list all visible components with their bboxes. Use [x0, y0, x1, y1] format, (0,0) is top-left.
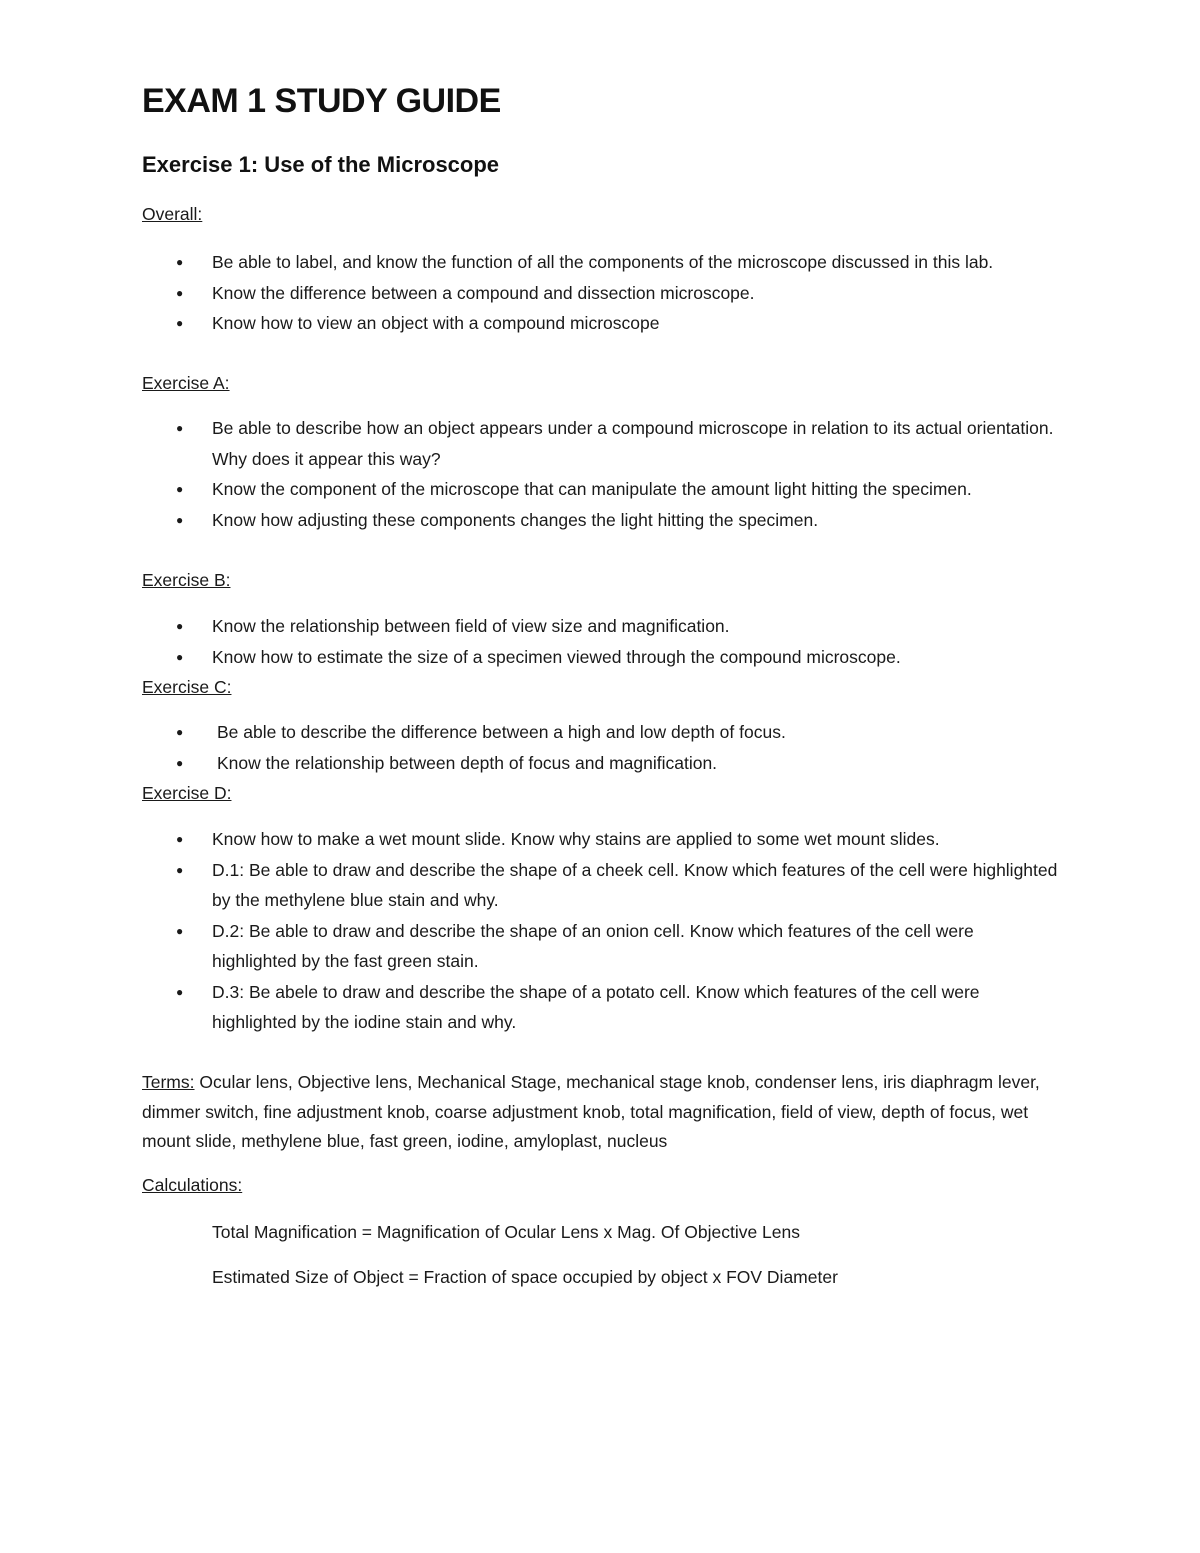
bullet-icon: ● — [176, 832, 184, 846]
list-item: ● Know how to make a wet mount slide. Know why stains are applied to some wet mount slides. — [142, 824, 1062, 855]
bullet-list-exercise-d — [142, 824, 1062, 1038]
bullet-icon: ● — [176, 725, 184, 739]
section-heading-exercise-b: Exercise B: — [142, 570, 231, 590]
section-heading-exercise-c: Exercise C: — [142, 677, 232, 697]
list-item: ● Know the relationship between depth of focus and magnification. — [142, 748, 1062, 779]
bullet-list-exercise-a — [142, 413, 1062, 535]
page-title: EXAM 1 STUDY GUIDE — [142, 82, 501, 120]
bullet-icon: ● — [176, 862, 184, 877]
terms-text: Ocular lens, Objective lens, Mechanical Stage, mechanical stage knob, condenser lens, iris diaphragm lever, dimmer switch, fine adjustment knob, coarse adjustment knob, total magnification, field of view, depth of focus, wet mount slide, methylene blue, fast green, iodine, amyloplast, nucleus — [142, 1072, 1040, 1151]
calculations-heading: Calculations: — [142, 1175, 243, 1195]
list-item: ● Know how to estimate the size of a specimen viewed through the compound microscope. — [142, 642, 1062, 673]
terms-label: Terms: — [142, 1072, 195, 1092]
list-item: ● Know how to view an object with a compound microscope — [142, 308, 1062, 339]
section-heading-overall: Overall: — [142, 204, 203, 224]
bullet-icon: ● — [176, 755, 184, 770]
list-item: ● Know the component of the microscope that can manipulate the amount light hitting the specimen. — [142, 474, 1062, 505]
bullet-list-overall — [142, 247, 1062, 339]
bullet-list-exercise-b — [142, 611, 1062, 672]
bullet-icon: ● — [176, 421, 184, 435]
formula-total-magnification: Total Magnification = Magnification of Ocular Lens x Mag. Of Objective Lens — [212, 1222, 801, 1242]
bullet-icon: ● — [176, 285, 184, 300]
section-heading-exercise-d: Exercise D: — [142, 783, 232, 803]
section-heading-exercise-a: Exercise A: — [142, 373, 230, 393]
terms-paragraph — [142, 1068, 1042, 1157]
bullet-icon: ● — [176, 255, 184, 269]
list-item: ● D.2: Be able to draw and describe the shape of an onion cell. Know which features of the cell were highlighted by the fast green stain. — [142, 916, 1062, 977]
bullet-list-exercise-c — [142, 717, 1062, 778]
exercise-subtitle: Exercise 1: Use of the Microscope — [142, 152, 500, 177]
list-item: ● Be able to describe how an object appears under a compound microscope in relation to its actual orientation. Why does it appear this way? — [142, 413, 1062, 474]
list-item: ● Know how adjusting these components changes the light hitting the specimen. — [142, 505, 1062, 536]
list-item: ● Be able to describe the difference between a high and low depth of focus. — [142, 717, 1062, 748]
list-item: ● Know the relationship between field of view size and magnification. — [142, 611, 1062, 642]
bullet-icon: ● — [176, 316, 184, 330]
bullet-icon: ● — [176, 923, 184, 938]
list-item: ● D.1: Be able to draw and describe the shape of a cheek cell. Know which features of the cell were highlighted by the methylene blue stain and why. — [142, 855, 1062, 916]
bullet-icon: ● — [176, 512, 184, 527]
bullet-icon: ● — [176, 619, 184, 633]
bullet-icon: ● — [176, 984, 184, 999]
formula-estimated-size: Estimated Size of Object = Fraction of space occupied by object x FOV Diameter — [212, 1267, 838, 1287]
list-item: ● D.3: Be abele to draw and describe the shape of a potato cell. Know which features of the cell were highlighted by the iodine stain and why. — [142, 977, 1062, 1038]
list-item: ● Be able to label, and know the function of all the components of the microscope discussed in this lab. — [142, 247, 1062, 278]
bullet-icon: ● — [176, 482, 184, 496]
list-item: ● Know the difference between a compound and dissection microscope. — [142, 278, 1062, 309]
bullet-icon: ● — [176, 649, 184, 664]
